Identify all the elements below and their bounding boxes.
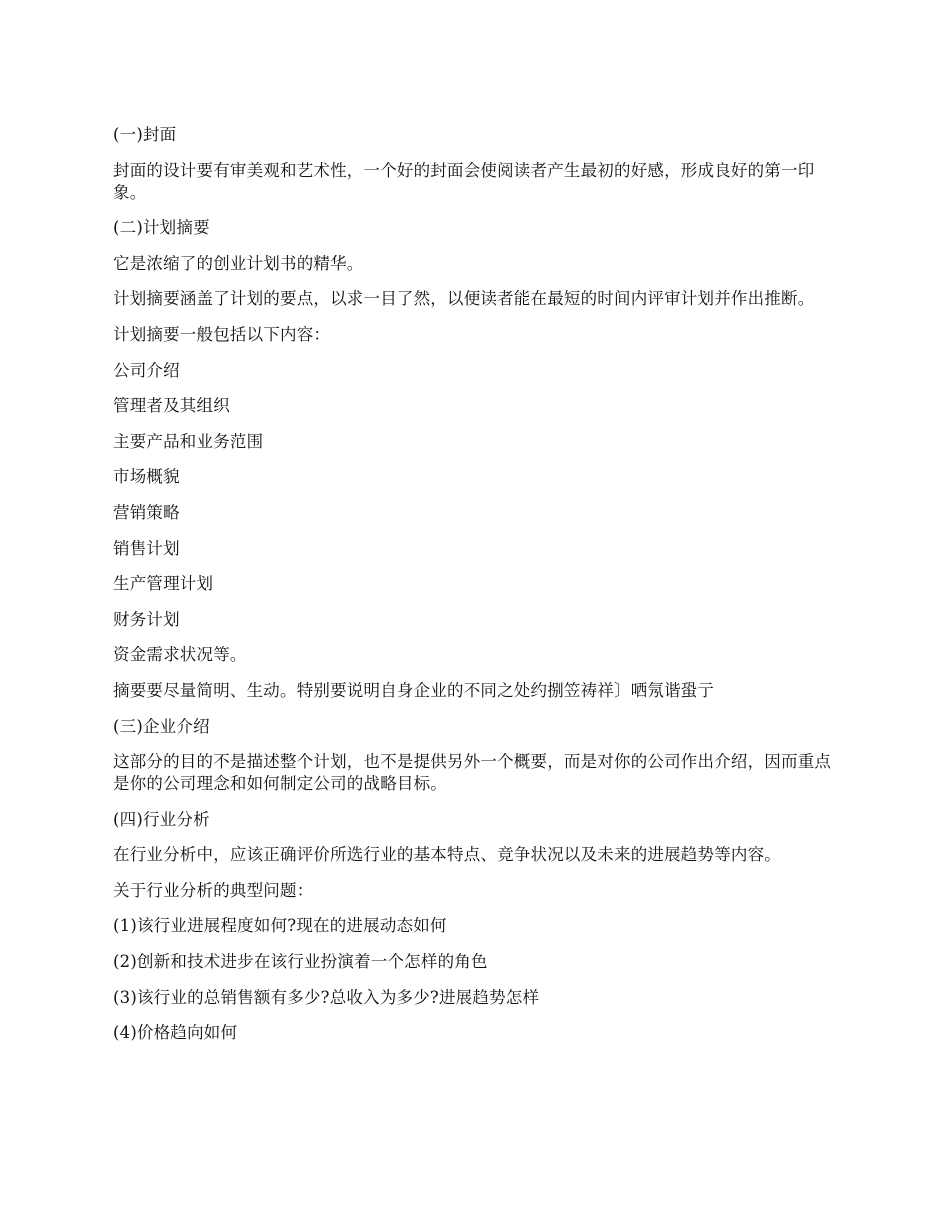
list-item-production-plan: 生产管理计划: [113, 574, 214, 594]
list-item-sales-plan: 销售计划: [113, 538, 180, 558]
list-item-products: 主要产品和业务范围: [113, 431, 264, 451]
list-item-question-4: (4)价格趋向如何: [113, 1023, 238, 1043]
list-item-market: 市场概貌: [113, 467, 180, 487]
paragraph-company-intro: 这部分的目的不是描述整个计划，也不是提供另外一个概要，而是对你的公司作出介绍，因而重点是你的公司理念和如何制定公司的战略目标。: [113, 752, 832, 794]
list-item-funding: 资金需求状况等。: [113, 645, 247, 665]
list-item-question-1: (1)该行业进展程度如何?现在的进展动态如何: [113, 916, 447, 936]
paragraph-summary-essence: 它是浓缩了的创业计划书的精华。: [113, 253, 364, 273]
list-item-company-intro: 公司介绍: [113, 360, 180, 380]
heading-industry-analysis: (四)行业分析: [113, 809, 210, 829]
heading-plan-summary: (二)计划摘要: [113, 218, 210, 238]
paragraph-cover-description: 封面的设计要有审美观和艺术性，一个好的封面会使阅读者产生最初的好感，形成良好的第一印象。: [113, 160, 815, 202]
paragraph-summary-purpose: 计划摘要涵盖了计划的要点，以求一目了然，以便读者能在最短的时间内评审计划并作出推断。: [113, 289, 815, 309]
list-item-marketing: 营销策略: [113, 502, 180, 522]
document-page: [113, 124, 843, 1058]
paragraph-industry-analysis: 在行业分析中，应该正确评价所选行业的基本特点、竞争状况以及未来的进展趋势等内容。: [113, 845, 781, 865]
paragraph-summary-style: 摘要要尽量简明、生动。特别要说明自身企业的不同之处约捌笠祷祥〕哂氖谐蛩亍: [113, 680, 715, 700]
heading-company-intro: (三)企业介绍: [113, 716, 210, 736]
paragraph-summary-contents-intro: 计划摘要一般包括以下内容：: [113, 324, 331, 344]
list-item-question-2: (2)创新和技术进步在该行业扮演着一个怎样的角色: [113, 952, 488, 972]
list-item-question-3: (3)该行业的总销售额有多少?总收入为多少?进展趋势怎样: [113, 987, 540, 1007]
list-item-finance-plan: 财务计划: [113, 609, 180, 629]
paragraph-typical-questions: 关于行业分析的典型问题：: [113, 880, 314, 900]
list-item-management: 管理者及其组织: [113, 396, 230, 416]
heading-cover: (一)封面: [113, 125, 177, 144]
